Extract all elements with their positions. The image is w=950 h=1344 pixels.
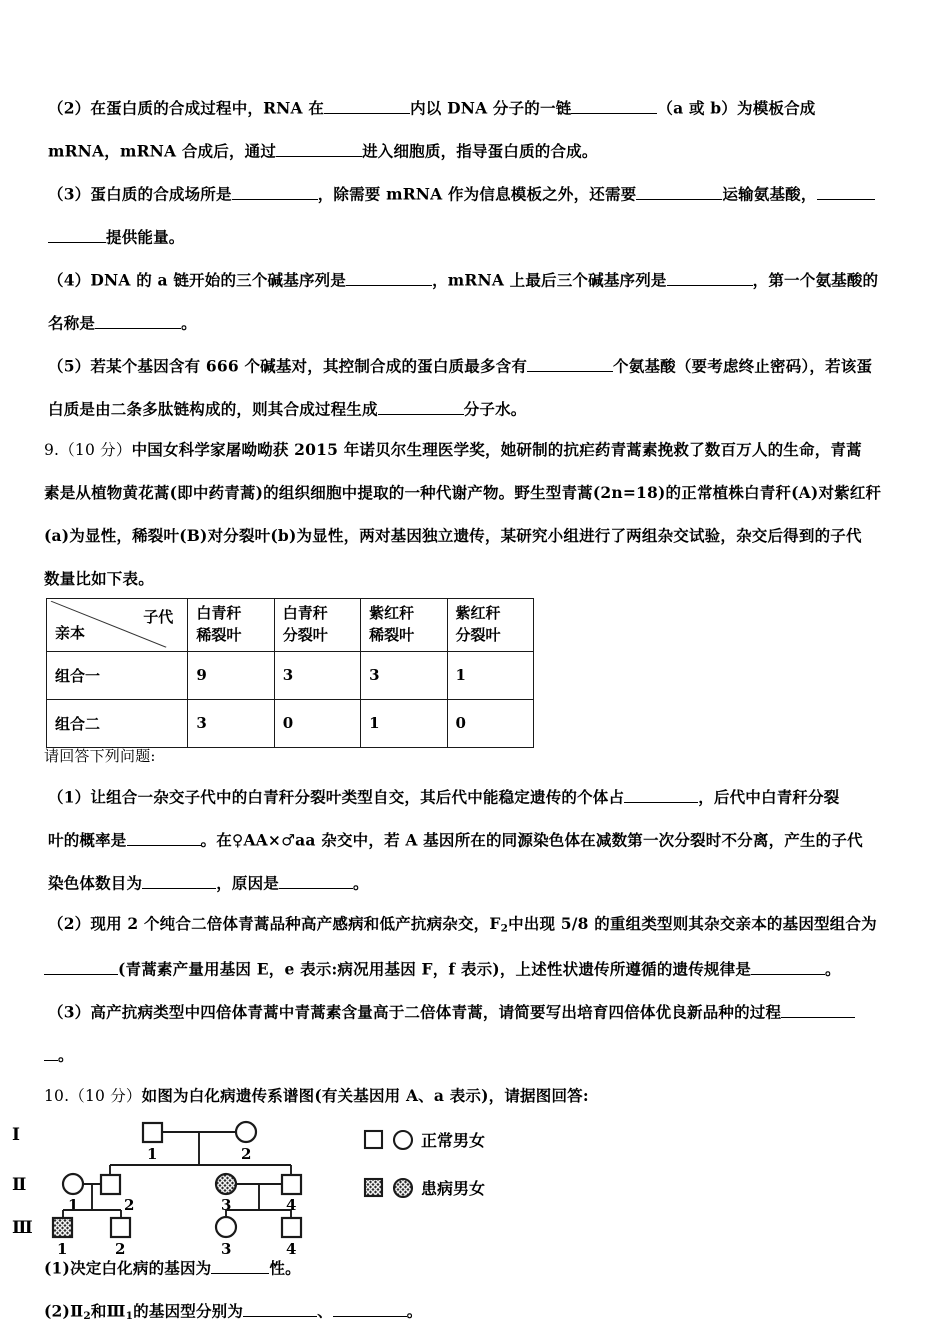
answer-blank[interactable] [127,830,201,846]
legend-affected-label: 患病男女 [421,1179,486,1198]
pedigree-III-3-female-normal [216,1217,236,1237]
q9-1-a: 让组合一杂交子代中的白青秆分裂叶类型自交，其后代中能稳定遗传的个体占 [90,787,625,807]
answer-blank[interactable] [44,1045,58,1061]
q8-item-5-line2 [48,399,527,417]
pedigree-label-II-4: 4 [286,1196,297,1214]
cell-r1c4: 1 [447,651,533,699]
q8-5-l2seg2: 分子水。 [463,399,527,419]
pedigree-label-II-3: 3 [221,1196,232,1214]
generation-label-III: Ⅲ [12,1218,33,1238]
q9-item-2-line1 [48,916,877,934]
pedigree-III-1-male-affected [53,1218,72,1237]
pedigree-label-III-2: 2 [115,1240,126,1258]
answer-blank[interactable] [243,1301,317,1317]
ii-subscript: 2 [83,1309,91,1322]
legend-normal-symbols [363,1129,421,1151]
q8-5-label: （5） [48,356,91,376]
q10-2-a: Ⅱ [70,1301,84,1321]
q9-number: 9. [44,441,60,459]
answer-blank[interactable] [636,184,722,200]
column-header-3 [361,599,447,652]
cell-r2c4: 0 [447,699,533,747]
q9-3-l2a: 。 [58,1045,74,1065]
pedigree-I-2-female-normal [236,1122,256,1142]
answer-blank[interactable] [378,399,464,415]
table-row [47,699,534,747]
row-label-1: 组合一 [47,651,188,699]
cell-r2c3: 1 [361,699,447,747]
pedigree-III-2-male-normal [111,1218,130,1237]
q10-2-d: 、 [317,1301,333,1321]
answer-blank[interactable] [333,1301,407,1317]
q9-3-label: （3） [48,1002,91,1022]
q9-stem-text4: 数量比如下表。 [44,569,154,588]
cell-r2c2: 0 [274,699,360,747]
q9-2-label: （2） [48,914,91,933]
q8-item-4-line2 [48,313,197,331]
q9-2-l2b: 。 [825,959,841,979]
legend-row-affected [363,1176,485,1199]
q10-points: （10 分） [69,1087,142,1105]
legend-normal-label: 正常男女 [421,1131,486,1150]
q9-item-1-line1 [48,787,840,805]
pedigree-III-4-male-normal [282,1218,301,1237]
cell-r1c2: 3 [274,651,360,699]
table-corner-cell [47,599,188,652]
q10-stem [44,1088,589,1105]
pedigree-label-II-2: 2 [124,1196,135,1214]
answer-blank[interactable] [276,141,362,157]
pedigree-label-I-2: 2 [241,1145,252,1163]
corner-parent-label: 亲本 [55,623,86,642]
q9-points: （10 分） [59,441,132,459]
answer-blank[interactable] [817,184,875,200]
pedigree-label-III-3: 3 [221,1240,232,1258]
q9-item-3-line2 [44,1045,74,1063]
q10-1-b: 性。 [269,1258,301,1278]
answer-blank[interactable] [44,959,118,975]
q8-4-seg3: ，第一个氨基酸的 [752,270,879,290]
q9-stem-line4 [44,571,154,587]
q9-stem-text1: 中国女科学家屠呦呦获 2015 年诺贝尔生理医学奖，她研制的抗疟药青蒿素挽救了数百万人的生命，青蒿 [131,440,862,459]
q8-5-seg2: 个氨基酸（要考虑终止密码），若该蛋 [613,356,873,376]
q10-2-b: 和Ⅲ [90,1301,126,1321]
filled-circle-icon [394,1179,412,1197]
q8-5-seg1: 若某个基因含有 666 个碱基对，其控制合成的蛋白质最多含有 [90,356,528,376]
f2-subscript: 2 [500,922,509,935]
q8-3-seg3: 运输氨基酸， [722,184,817,204]
q9-stem-line2 [44,485,881,501]
row-label-2: 组合二 [47,699,188,747]
answer-blank[interactable] [527,356,613,372]
col2-line2: 分裂叶 [282,625,328,644]
q9-stem-text3: (a)为显性，稀裂叶(B)对分裂叶(b)为显性，两对基因独立遗传，某研究小组进行了两组杂交试验，杂交后得到的子代 [44,526,862,545]
cell-r2c1: 3 [188,699,274,747]
answer-blank[interactable] [142,873,216,889]
q9-1-label: （1） [48,787,91,807]
q8-2-label: （2） [48,98,91,118]
answer-blank[interactable] [781,1002,855,1018]
q9-stem-line1 [44,442,862,459]
answer-blank[interactable] [48,227,106,243]
q8-5-l2seg1: 白质是由二条多肽链构成的，则其合成过程生成 [48,399,378,419]
q9-1-l3a: 染色体数目为 [48,873,143,893]
answer-blank[interactable] [95,313,181,329]
pedigree-II-2-male-normal [101,1175,120,1194]
q9-1-l2a: 叶的概率是 [48,830,127,850]
q8-2-l2seg2: 进入细胞质，指导蛋白质的合成。 [362,141,598,161]
q8-4-seg2: ，mRNA 上最后三个碱基序列是 [432,270,667,290]
q8-2-seg2: 内以 DNA 分子的一链 [410,98,572,118]
q10-2-e: 。 [406,1301,423,1321]
pedigree-label-III-1: 1 [57,1240,68,1258]
q8-3-label: （3） [48,184,91,204]
q9-stem-text2: 素是从植物黄花蒿(即中药青蒿)的组织细胞中提取的一种代谢产物。野生型青蒿(2n=18)的正常植株白青秆(A)对紫红秆 [44,483,882,502]
answer-blank[interactable] [232,184,318,200]
answer-blank[interactable] [571,98,657,114]
table-header-row [47,599,534,652]
col3-line1: 紫红秆 [369,604,415,622]
q10-item-1 [44,1258,301,1276]
pedigree-II-3-female-affected [216,1174,236,1194]
generation-label-I: Ⅰ [12,1125,20,1145]
pedigree-label-III-4: 4 [286,1240,297,1258]
q8-item-2-line1 [48,98,816,116]
q9-2-b: 中出现 5/8 的重组类型则其杂交亲本的基因型组合为 [508,914,877,933]
col4-line2: 分裂叶 [455,625,501,644]
pedigree-label-I-1: 1 [147,1145,158,1163]
q9-2-l2a: (青蒿素产量用基因 E，e 表示:病况用基因 F，f 表示)，上述性状遗传所遵循的遗传规律是 [118,959,752,979]
pedigree-II-1-female-normal [63,1174,83,1194]
pedigree-I-1-male-normal [143,1123,162,1142]
answer-blank[interactable] [279,873,353,889]
q8-3-seg2: ，除需要 mRNA 作为信息模板之外，还需要 [317,184,637,204]
q8-item-3-line2 [48,227,185,245]
q9-item-2-line2 [44,959,841,977]
col1-line1: 白青秆 [196,604,242,622]
circle-icon [394,1131,412,1149]
column-header-4 [447,599,533,652]
q10-2-c: 的基因型分别为 [133,1301,244,1321]
q10-1-label: (1) [44,1258,71,1278]
q10-item-2 [44,1301,422,1321]
col2-line1: 白青秆 [282,604,328,622]
q8-4-l2seg1: 名称是 [48,313,96,333]
q8-item-2-line2 [48,141,598,159]
q9-3-a: 高产抗病类型中四倍体青蒿中青蒿素含量高于二倍体青蒿，请简要写出培育四倍体优良新品种的过程 [90,1002,782,1022]
q8-4-label: （4） [48,270,91,290]
col1-line2: 稀裂叶 [196,625,242,644]
corner-offspring-label: 子代 [143,608,174,626]
q9-1-l3c: 。 [353,873,369,893]
iii-subscript: 1 [125,1309,134,1322]
q8-item-4-line1 [48,270,878,288]
q9-2-a: 现用 2 个纯合二倍体青蒿品种高产感病和低产抗病杂交，F [90,914,501,933]
filled-square-icon [365,1179,382,1196]
legend-affected-symbols [363,1177,421,1199]
cell-r1c3: 3 [361,651,447,699]
q9-1-b: ，后代中白青秆分裂 [698,787,840,807]
pedigree-II-4-male-normal [282,1175,301,1194]
pedigree-label-II-1: 1 [68,1196,79,1214]
answer-blank[interactable] [211,1258,269,1274]
q10-number: 10. [44,1087,70,1105]
q8-3-l2seg1: 提供能量。 [106,227,185,247]
answer-blank[interactable] [667,270,753,286]
q9-stem-line3 [44,528,862,544]
answer-blank[interactable] [751,959,825,975]
cell-r1c1: 9 [188,651,274,699]
q9-item-3-line1 [48,1002,855,1020]
q9-1-l3b: ，原因是 [216,873,280,893]
col4-line1: 紫红秆 [455,604,501,622]
answer-blank[interactable] [324,98,410,114]
q9-answer-prompt: 请回答下列问题: [44,747,156,765]
legend-row-normal [363,1128,485,1151]
q10-2-label: (2) [44,1301,71,1321]
q8-2-seg3: （a 或 b）为模板合成 [657,98,816,118]
cross-results-table [46,598,534,748]
q8-item-3-line1 [48,184,875,202]
column-header-2 [274,599,360,652]
q8-4-seg1: DNA 的 a 链开始的三个碱基序列是 [90,270,347,290]
q8-2-l2seg1: mRNA，mRNA 合成后，通过 [48,141,277,161]
answer-blank[interactable] [346,270,432,286]
q10-1-a: 决定白化病的基因为 [70,1258,212,1278]
q8-3-seg1: 蛋白质的合成场所是 [90,184,232,204]
generation-label-II: Ⅱ [12,1175,27,1195]
pedigree-legend [355,1128,555,1218]
column-header-1 [188,599,274,652]
q8-2-seg1: 在蛋白质的合成过程中，RNA 在 [90,98,325,118]
q8-item-5-line1 [48,356,872,374]
q9-item-1-line2 [48,830,863,848]
q9-item-1-line3 [48,873,369,891]
table-row [47,651,534,699]
q8-4-l2seg2: 。 [181,313,197,333]
answer-blank[interactable] [624,787,698,803]
q9-1-l2b: 。在♀AA×♂aa 杂交中，若 A 基因所在的同源染色体在减数第一次分裂时不分离，产生的子代 [200,830,863,850]
q10-stem-text: 如图为白化病遗传系谱图(有关基因用 A、a 表示)，请据图回答: [141,1086,589,1105]
col3-line2: 稀裂叶 [369,625,415,644]
square-icon [365,1131,382,1148]
